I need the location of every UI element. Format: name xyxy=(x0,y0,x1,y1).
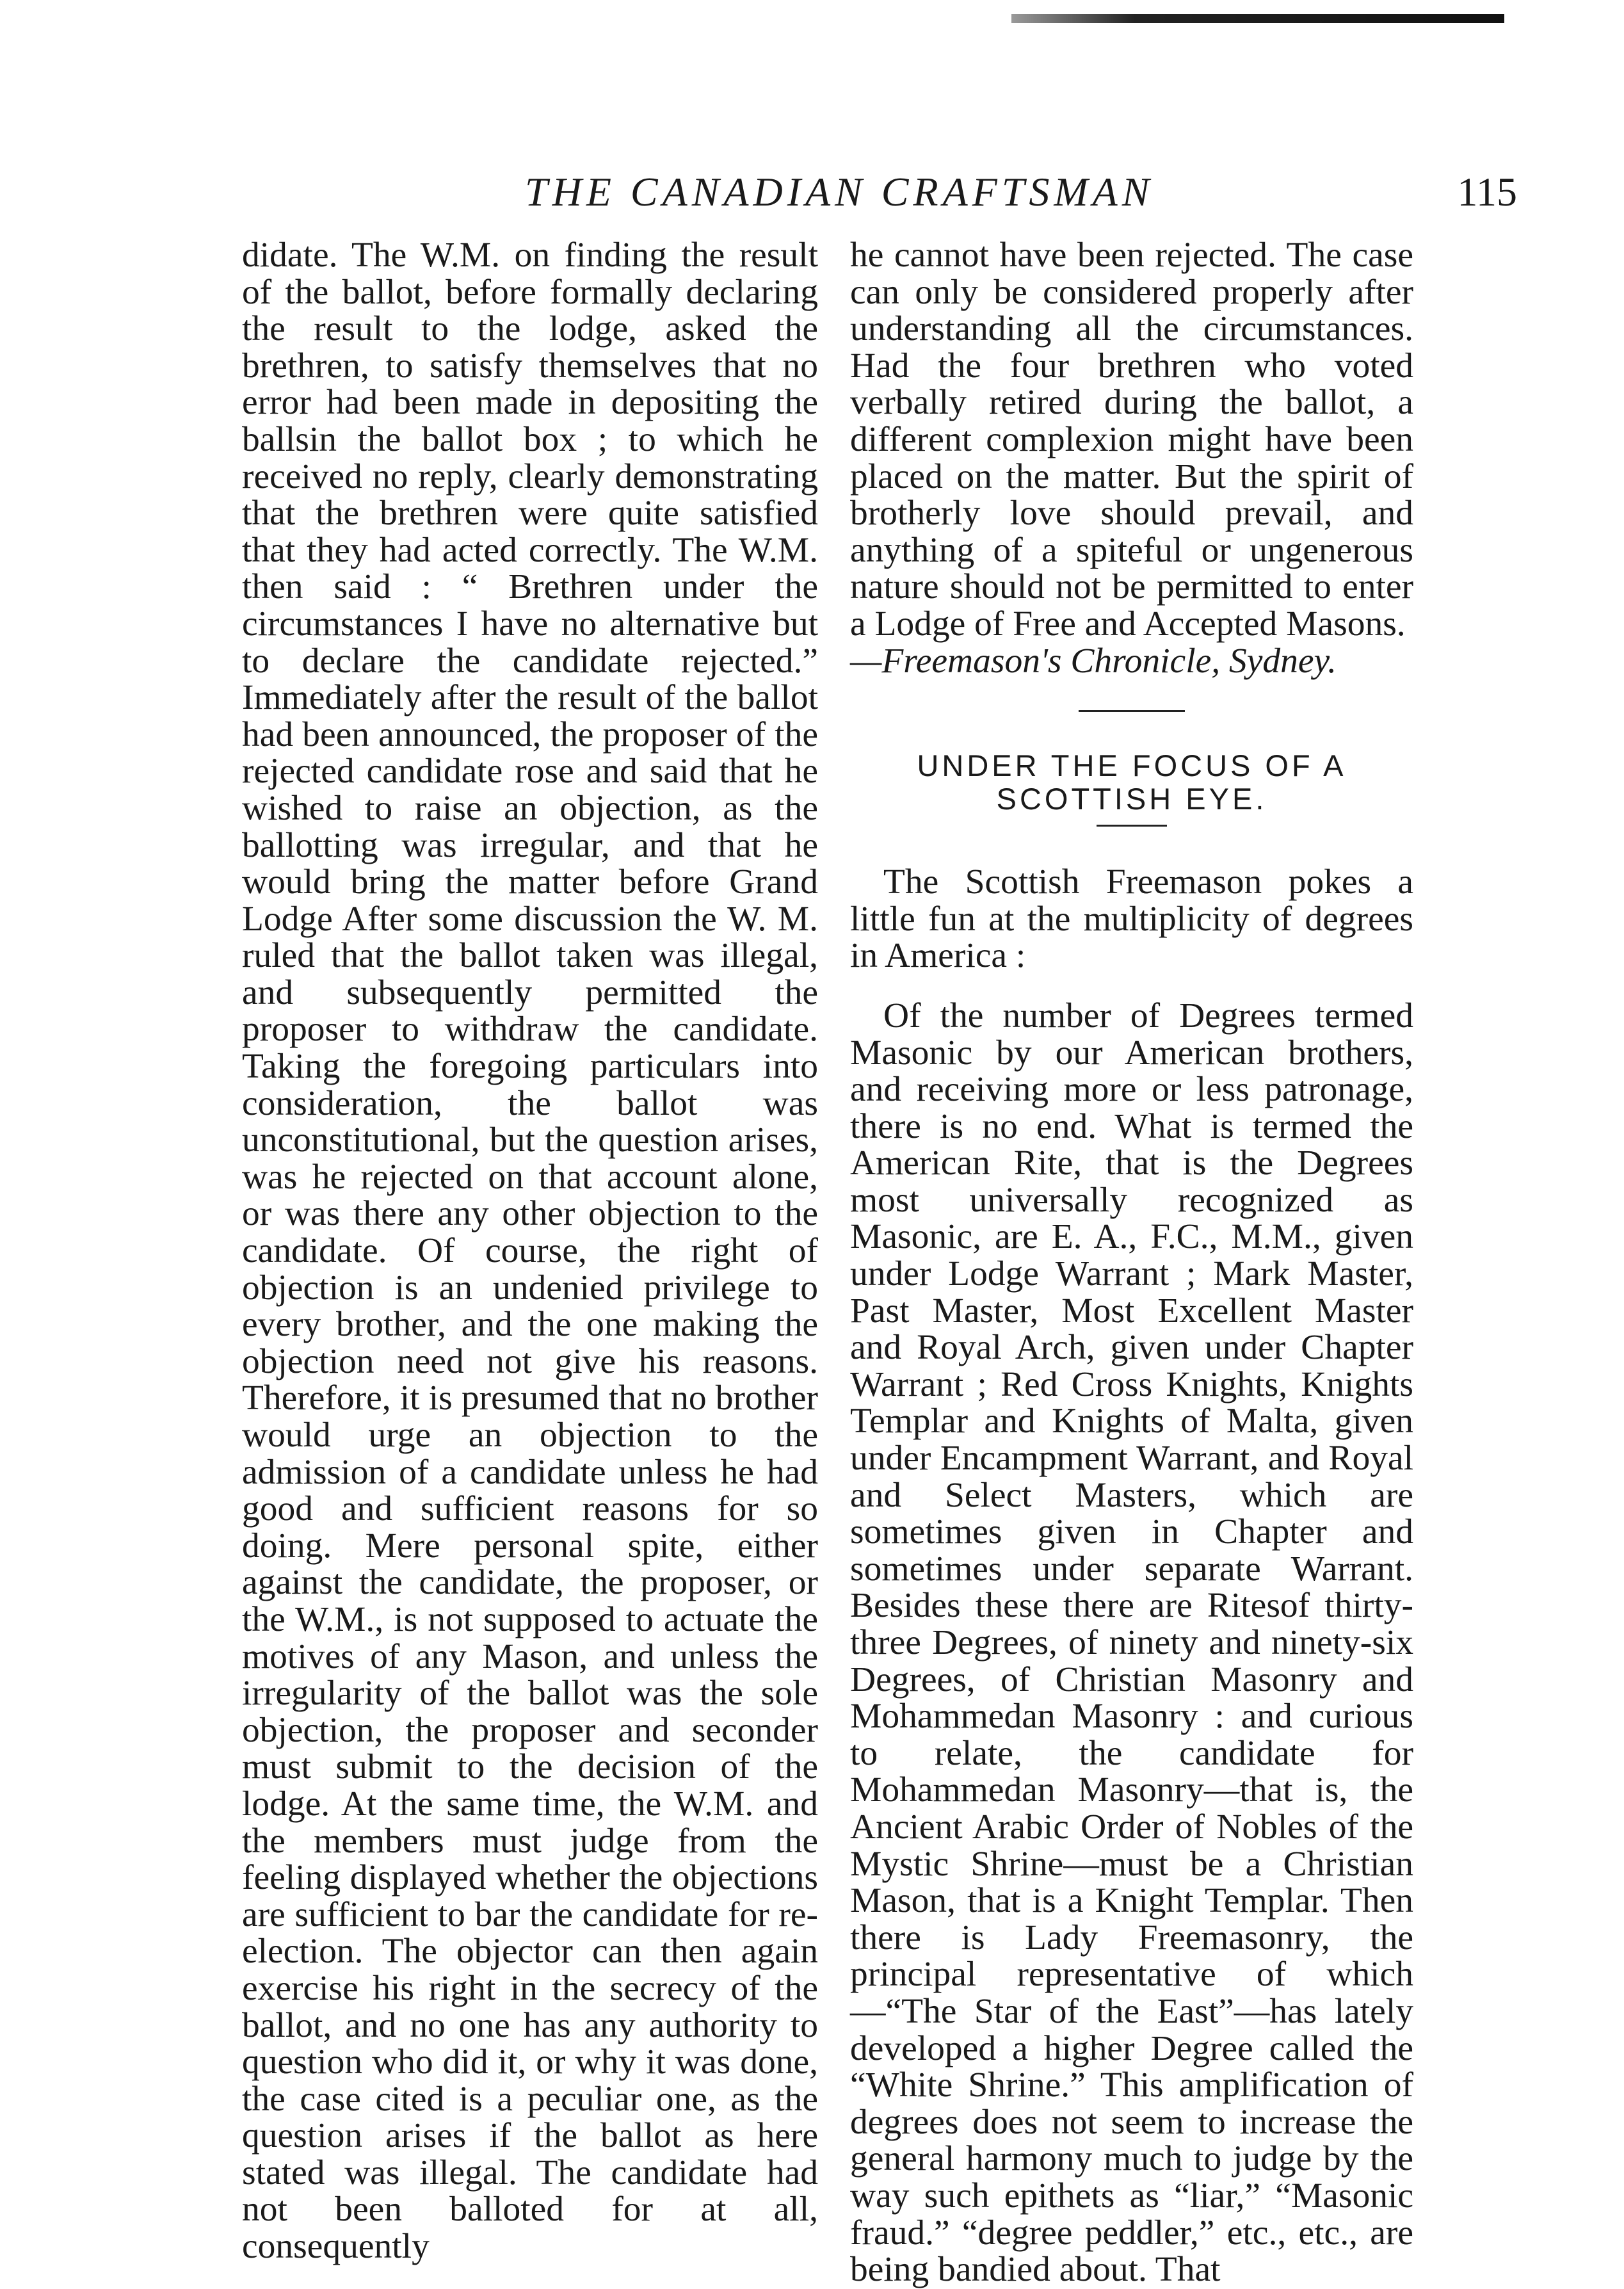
running-title: THE CANADIAN CRAFTSMAN xyxy=(525,169,1154,214)
title-underline xyxy=(1097,825,1167,827)
right-column xyxy=(850,237,1413,2288)
left-column xyxy=(242,237,818,2265)
article-intro: The Scottish Freemason pokes a little fun at the multiplicity of degrees in America : xyxy=(850,862,1413,976)
section-divider xyxy=(1079,710,1185,712)
left-column-text: didate. The W.M. on finding the result of the ballot, before formally declaring the result to the lodge, asked the brethren, to satisfy themselves that no error had been made in depositing the ballsin the ballot box ; to which he received no reply, clearly demonstrating that the brethren were quite satisfied that they had acted correctly. The W.M. then said : “ Brethren under the circumstances I have no alternative but to declare the candidate rejected.” Immediately after the result of the ballot had been announced, the proposer of the rejected candidate rose and said that he wished to raise an objection, as the ballotting was irregular, and that he would bring the matter before Grand Lodge After some discussion the W. M. ruled that the ballot taken was illegal, and subsequently permitted the proposer to withdraw the candidate. Taking the foregoing particulars into consideration, the ballot was unconstitutional, but the question arises, was he rejected on that account alone, or was there any other objection to the candidate. Of course, the right of objection is an undenied privilege to every brother, and the one making the objection need not give his reasons. Therefore, it is presumed that no brother would urge an objection to the admission of a candidate unless he had good and sufficient reasons for so doing. Mere personal spite, either against the candidate, the proposer, or the W.M., is not supposed to actuate the motives of any Mason, and unless the irregularity of the ballot was the sole objection, the proposer and seconder must submit to the decision of the lodge. At the same time, the W.M. and the members must judge from the feeling displayed whether the objections are sufficient to bar the candidate for re-election. The objector can then again exercise his right in the secrecy of the ballot, and no one has any authority to question who did it, or why it was done, the case cited is a peculiar one, as the question arises if the ballot as here stated was illegal. The candidate had not been balloted for at all, consequently xyxy=(242,236,818,2267)
article-quote: Of the number of Degrees termed Masonic by our American brothers, and receiving more or less patronage, there is no end. What is termed the American Rite, that is the Degrees most universally recognized as Masonic, are E. A., F.C., M.M., given under Lodge Warrant ; Mark Master, Past Master, Most Excellent Master and Royal Arch, given under Chapter Warrant ; Red Cross Knights, Knights Templar and Knights of Malta, given under Encampment Warrant, and Royal and Select Masters, which are sometimes given in Chapter and sometimes under separate Warrant. Besides these there are Ritesof thirty-three Degrees, of ninety and ninety-six Degrees, of Christian Masonry and Mohammedan Masonry : and curious to relate, the candidate for Mohammedan Masonry—that is, the Ancient Arabic Order of Nobles of the Mystic Shrine—must be a Christian Mason, that is a Knight Templar. Then there is Lady Freemasonry, the principal representative of which—“The Star of the East”—has lately developed a higher Degree called the “White Shrine.” This amplification of degrees does not seem to increase the general harmony much to judge by the way such epithets as “liar,” “Masonic fraud.” “degree peddler,” etc., etc., are being bandied about. That xyxy=(850,996,1413,2289)
page-number: 115 xyxy=(1457,169,1517,214)
top-rule xyxy=(1011,14,1504,23)
page-header xyxy=(243,154,1530,231)
paragraph-gap xyxy=(850,975,1413,998)
source-credit: —Freemason's Chronicle, Sydney. xyxy=(850,641,1337,681)
article-title: UNDER THE FOCUS OF A SCOTTISH EYE. xyxy=(917,748,1347,816)
continuation-text: he cannot have been rejected. The case can only be considered properly after understanding all the circumstances. Had the four brethren who voted verbally retired during the ballot, a different complexion might have been placed on the matter. But the spirit of brotherly love should prevail, and anything of a spiteful or ungenerous nature should not be permitted to enter a Lodge of Free and Accepted Masons. xyxy=(850,236,1413,643)
